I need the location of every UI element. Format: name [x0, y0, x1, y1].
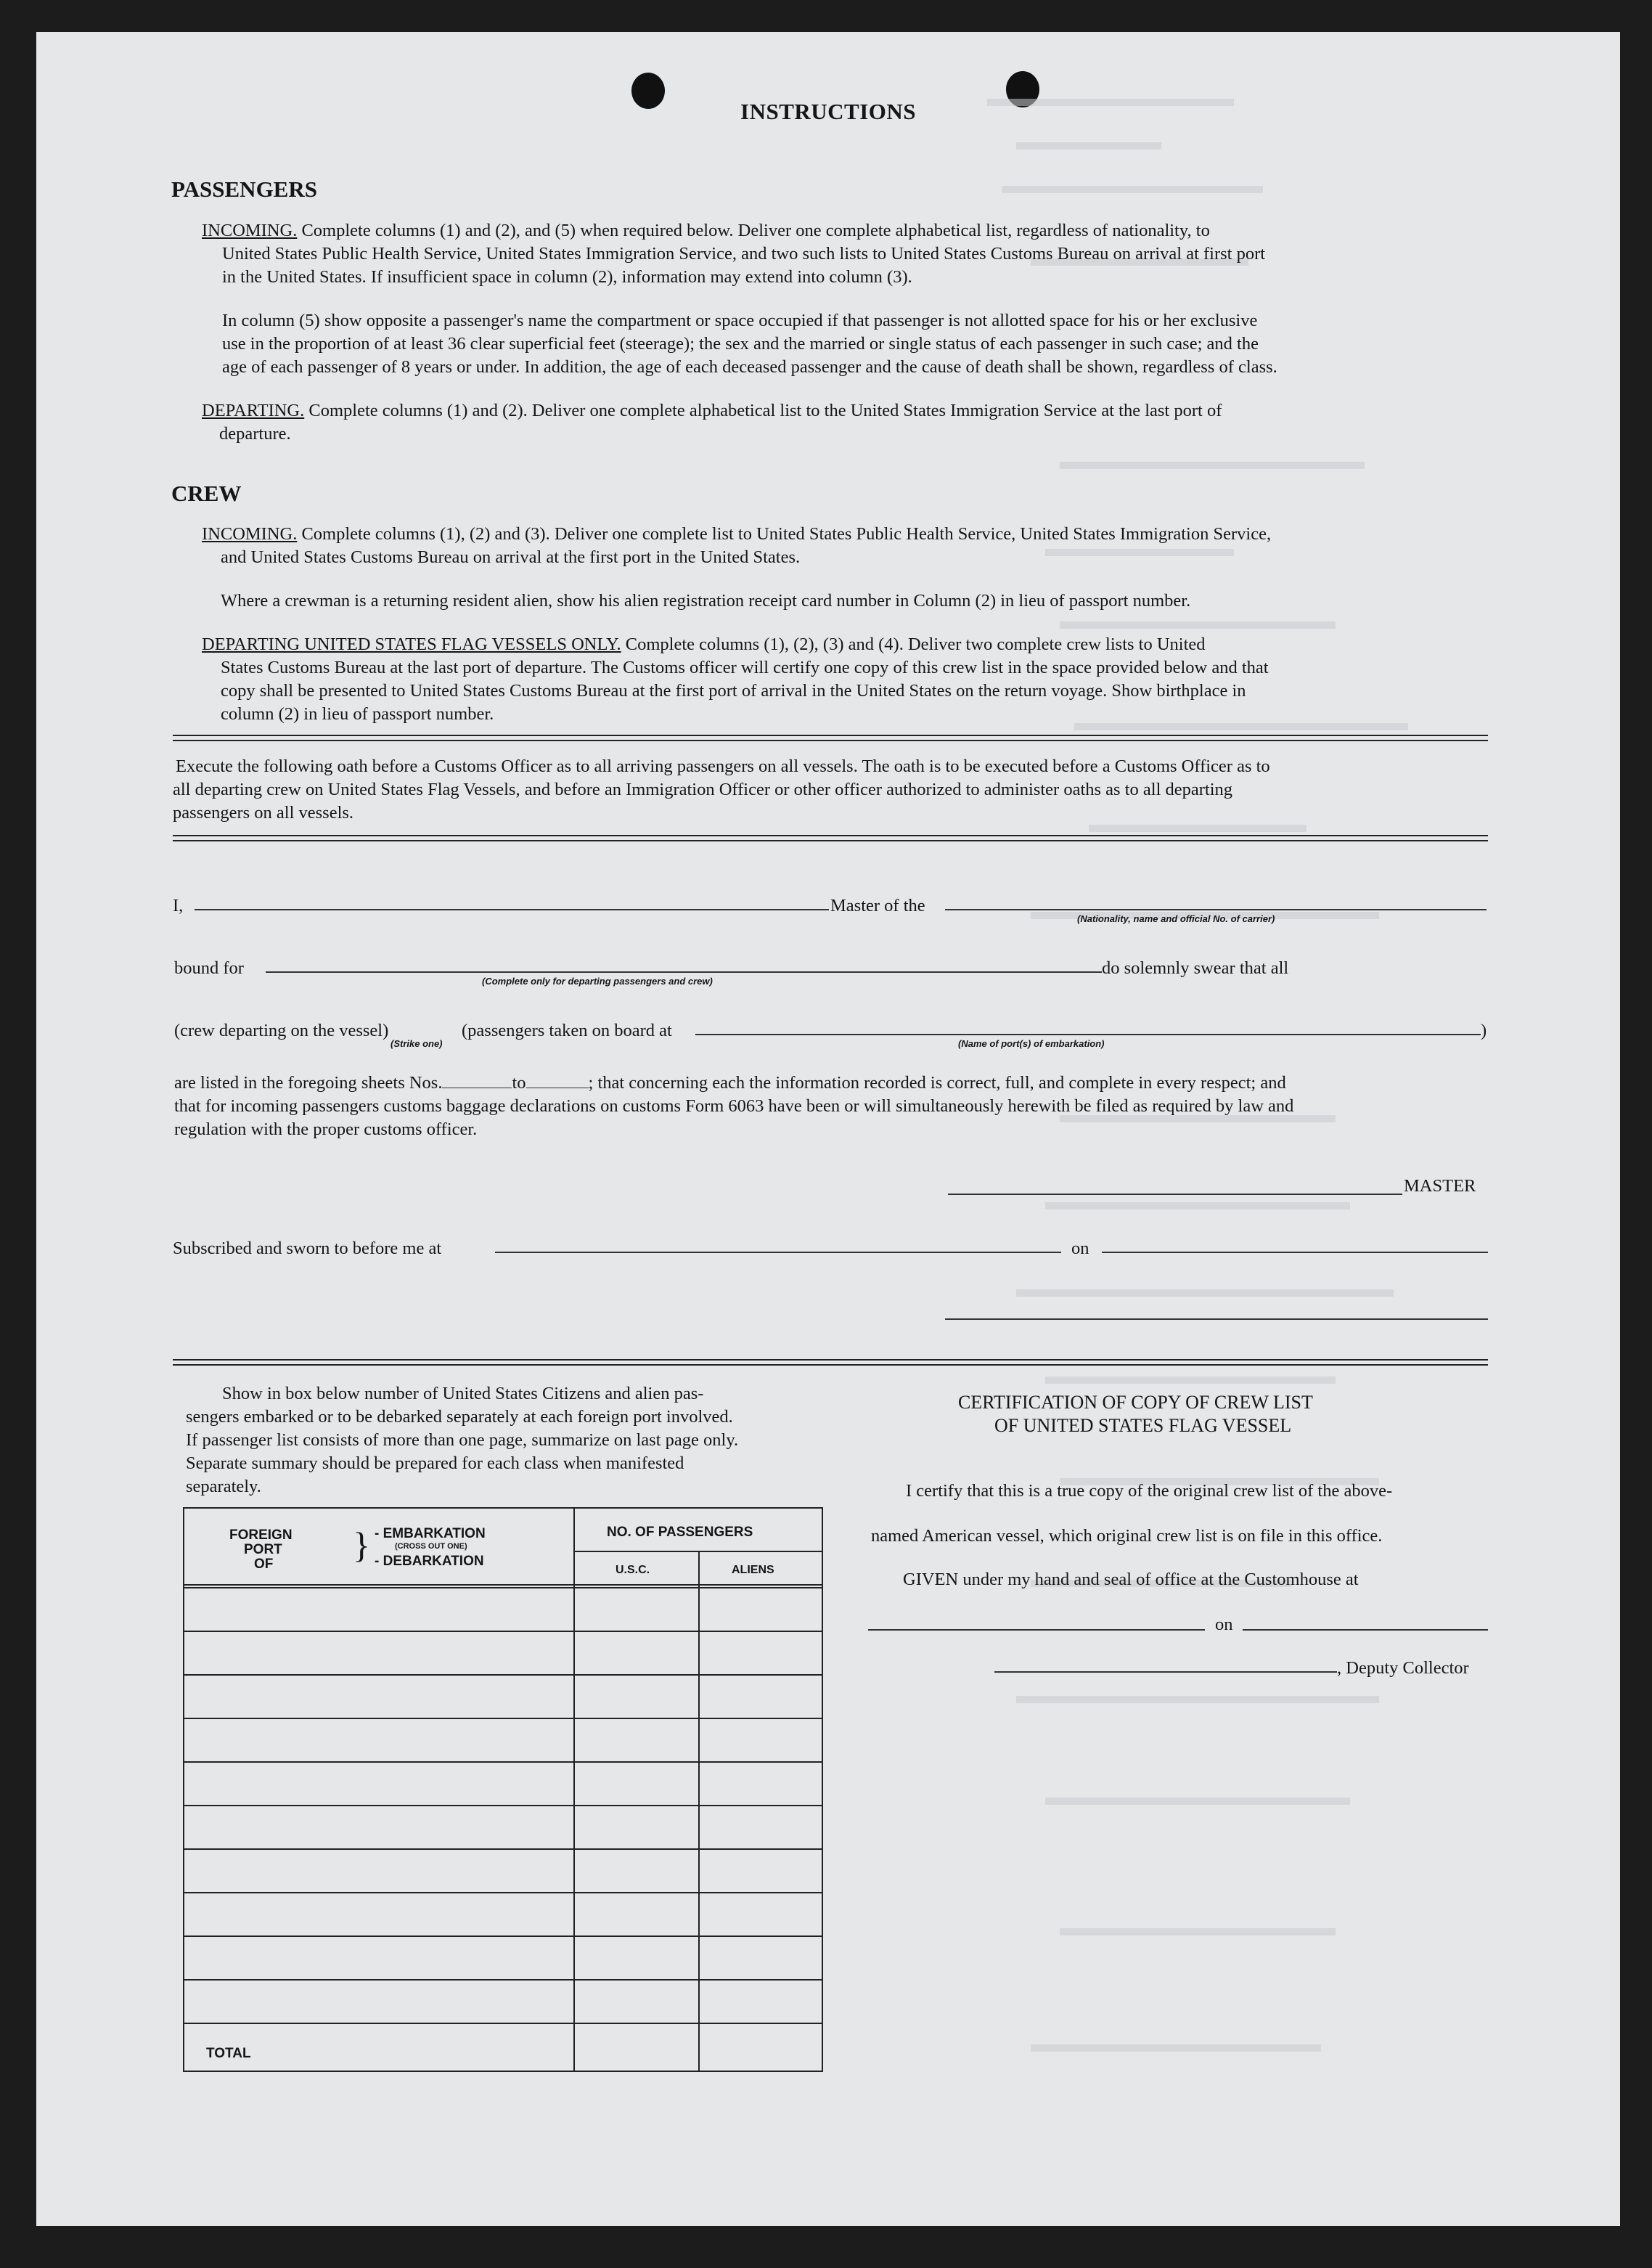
table-row-line	[184, 1848, 822, 1850]
complete-only-note: (Complete only for departing passengers and crew)	[482, 976, 713, 987]
crew-departing-line3: copy shall be presented to United States Customs Bureau at the first port of arrival in the United States on the return voyage. Show birthplace in	[221, 681, 1246, 701]
passengers-incoming-text1: Complete columns (1) and (2), and (5) when required below. Deliver one complete alphabetical list, regardless of nationality, to	[301, 221, 1210, 240]
crew-departing-line1	[202, 633, 1488, 656]
certification-line1: I certify that this is a true copy of the original crew list of the above-	[906, 1481, 1393, 1501]
table-row-line	[184, 2023, 822, 2024]
crew-departing-line4: column (2) in lieu of passport number.	[221, 704, 494, 724]
column5-line1: In column (5) show opposite a passenger's name the compartment or space occupied if that passenger is not allotted space for his or her exclusive	[222, 311, 1258, 330]
officer-signature-field[interactable]	[945, 1318, 1488, 1320]
bound-for-field[interactable]	[266, 971, 1102, 973]
table-row-line	[184, 1718, 822, 1719]
oath-intro-line1: Execute the following oath before a Customs Officer as to all arriving passengers on all vessels. The oath is to be executed before a Customs Officer as to	[176, 756, 1270, 776]
summary-line2: sengers embarked or to be debarked separately at each foreign port involved.	[186, 1407, 733, 1427]
crew-incoming-label: INCOMING.	[202, 524, 298, 544]
listed-line2: that for incoming passengers customs baggage declarations on customs Form 6063 have been or will simultaneously herewith be filed as required by law and	[174, 1096, 1294, 1116]
listed-text-b: ; that concerning each the information recorded is correct, full, and complete in every respect; and	[588, 1073, 1286, 1093]
debarkation-label: - DEBARKATION	[375, 1554, 484, 1569]
certification-line3: GIVEN under my hand and seal of office at the Customhouse at	[903, 1570, 1359, 1589]
divider-rule	[173, 1359, 1488, 1361]
solemnly-swear-label: do solemnly swear that all	[1102, 958, 1289, 978]
table-row-line	[184, 1761, 822, 1763]
passengers-incoming-line1	[202, 219, 1488, 242]
nationality-note: (Nationality, name and official No. of carrier)	[1077, 913, 1275, 924]
table-row-line	[184, 1892, 822, 1893]
carrier-field[interactable]	[945, 909, 1487, 910]
no-passengers-label: NO. OF PASSENGERS	[607, 1525, 753, 1540]
master-name-field[interactable]	[195, 909, 829, 910]
table-row-line	[184, 1631, 822, 1632]
total-label: TOTAL	[206, 2046, 251, 2061]
subscribed-label: Subscribed and sworn to before me at	[173, 1239, 442, 1258]
instructions-title: INSTRUCTIONS	[740, 99, 917, 124]
crew-incoming-line1	[202, 523, 1488, 545]
master-label: MASTER	[1404, 1176, 1476, 1196]
master-of-the-label: Master of the	[830, 896, 925, 915]
listed-line1	[174, 1072, 1489, 1094]
certification-date-field[interactable]	[1243, 1629, 1488, 1631]
certification-title2: OF UNITED STATES FLAG VESSEL	[994, 1415, 1292, 1436]
crew-departing-line2: States Customs Bureau at the last port of departure. The Customs officer will certify one copy of this crew list in the space provided below and that	[221, 658, 1269, 677]
passenger-summary-table	[183, 1507, 823, 2072]
oath-intro-line3: passengers on all vessels.	[173, 803, 354, 823]
customhouse-field[interactable]	[868, 1629, 1205, 1631]
crew-departing-label: DEPARTING UNITED STATES FLAG VESSELS ONLY.	[202, 635, 621, 654]
passengers-taken-option: (passengers taken on board at	[462, 1021, 672, 1040]
port-note: (Name of port(s) of embarkation)	[958, 1038, 1105, 1049]
summary-line5: separately.	[186, 1477, 261, 1496]
certification-title1: CERTIFICATION OF COPY OF CREW LIST	[958, 1392, 1313, 1413]
brace-glyph: }	[353, 1525, 370, 1565]
oath-intro-line2: all departing crew on United States Flag Vessels, and before an Immigration Officer or other officer authorized to administer oaths as to all departing	[173, 780, 1233, 799]
passengers-incoming-label: INCOMING.	[202, 221, 298, 240]
table-row-line	[184, 1674, 822, 1676]
divider-rule	[173, 1364, 1488, 1366]
listed-line3: regulation with the proper customs officer.	[174, 1119, 478, 1139]
deputy-signature-field[interactable]	[994, 1671, 1337, 1673]
usc-label: U.S.C.	[616, 1564, 650, 1576]
punch-hole-left	[631, 73, 665, 109]
passengers-departing-label: DEPARTING.	[202, 401, 305, 420]
foreign-label: FOREIGN	[229, 1527, 293, 1543]
crew-departing-text1: Complete columns (1), (2), (3) and (4). Deliver two complete crew lists to United	[625, 635, 1206, 654]
passengers-departing-text1: Complete columns (1) and (2). Deliver one complete alphabetical list to the United States Immigration Service at the last port of	[308, 401, 1222, 420]
passengers-departing-line2: departure.	[219, 424, 291, 444]
listed-to: to	[512, 1073, 526, 1093]
cross-out-note: (CROSS OUT ONE)	[395, 1542, 467, 1551]
divider-rule	[173, 840, 1488, 841]
divider-rule	[173, 740, 1488, 741]
passengers-incoming-line3: in the United States. If insufficient space in column (2), information may extend into column (3).	[222, 267, 912, 287]
crew-resident-alien: Where a crewman is a returning resident alien, show his alien registration receipt card number in Column (2) in lieu of passport number.	[221, 591, 1191, 611]
embarkation-label: - EMBARKATION	[375, 1526, 486, 1541]
embarkation-port-field[interactable]	[695, 1034, 1481, 1035]
strike-one-note: (Strike one)	[390, 1038, 443, 1049]
crew-incoming-line2: and United States Customs Bureau on arrival at the first port in the United States.	[221, 547, 801, 567]
table-row-line	[184, 1979, 822, 1981]
crew-incoming-text1: Complete columns (1), (2) and (3). Deliver one complete list to United States Public Health Service, United States Immigration Service,	[301, 524, 1272, 544]
table-row-line	[184, 1805, 822, 1806]
certification-line2: named American vessel, which original crew list is on file in this office.	[871, 1526, 1383, 1546]
port-label: PORT	[244, 1542, 282, 1557]
divider-rule	[173, 835, 1488, 836]
sworn-date-field[interactable]	[1102, 1252, 1488, 1253]
table-row-line	[184, 1935, 822, 1937]
listed-text-a: are listed in the foregoing sheets Nos.	[174, 1073, 443, 1093]
crew-departing-option: (crew departing on the vessel)	[174, 1021, 389, 1040]
summary-line1: Show in box below number of United States Citizens and alien pas-	[222, 1384, 704, 1403]
crew-heading: CREW	[171, 481, 242, 506]
bound-for-label: bound for	[174, 958, 244, 978]
divider-rule	[173, 735, 1488, 736]
summary-line3: If passenger list consists of more than one page, summarize on last page only.	[186, 1430, 739, 1450]
aliens-label: ALIENS	[732, 1564, 774, 1576]
column5-line2: use in the proportion of at least 36 clear superficial feet (steerage); the sex and the married or single status of each passenger in such case; and the	[222, 334, 1259, 354]
summary-line4: Separate summary should be prepared for each class when manifested	[186, 1453, 684, 1473]
column5-line3: age of each passenger of 8 years or under. In addition, the age of each deceased passenger and the cause of death shall be shown, regardless of class.	[222, 357, 1277, 377]
sworn-at-field[interactable]	[495, 1252, 1061, 1253]
sworn-on-label: on	[1071, 1239, 1089, 1258]
close-paren: )	[1481, 1021, 1487, 1040]
oath-i-label: I,	[173, 896, 184, 915]
passengers-heading: PASSENGERS	[171, 176, 317, 202]
master-signature-field[interactable]	[948, 1194, 1402, 1195]
passengers-incoming-line2: United States Public Health Service, United States Immigration Service, and two such lists to United States Customs Bureau on arrival at first port	[222, 244, 1266, 264]
of-label: OF	[254, 1557, 274, 1572]
deputy-collector-label: , Deputy Collector	[1337, 1658, 1469, 1678]
certification-on: on	[1215, 1615, 1233, 1634]
passengers-departing-line1	[202, 399, 1488, 422]
